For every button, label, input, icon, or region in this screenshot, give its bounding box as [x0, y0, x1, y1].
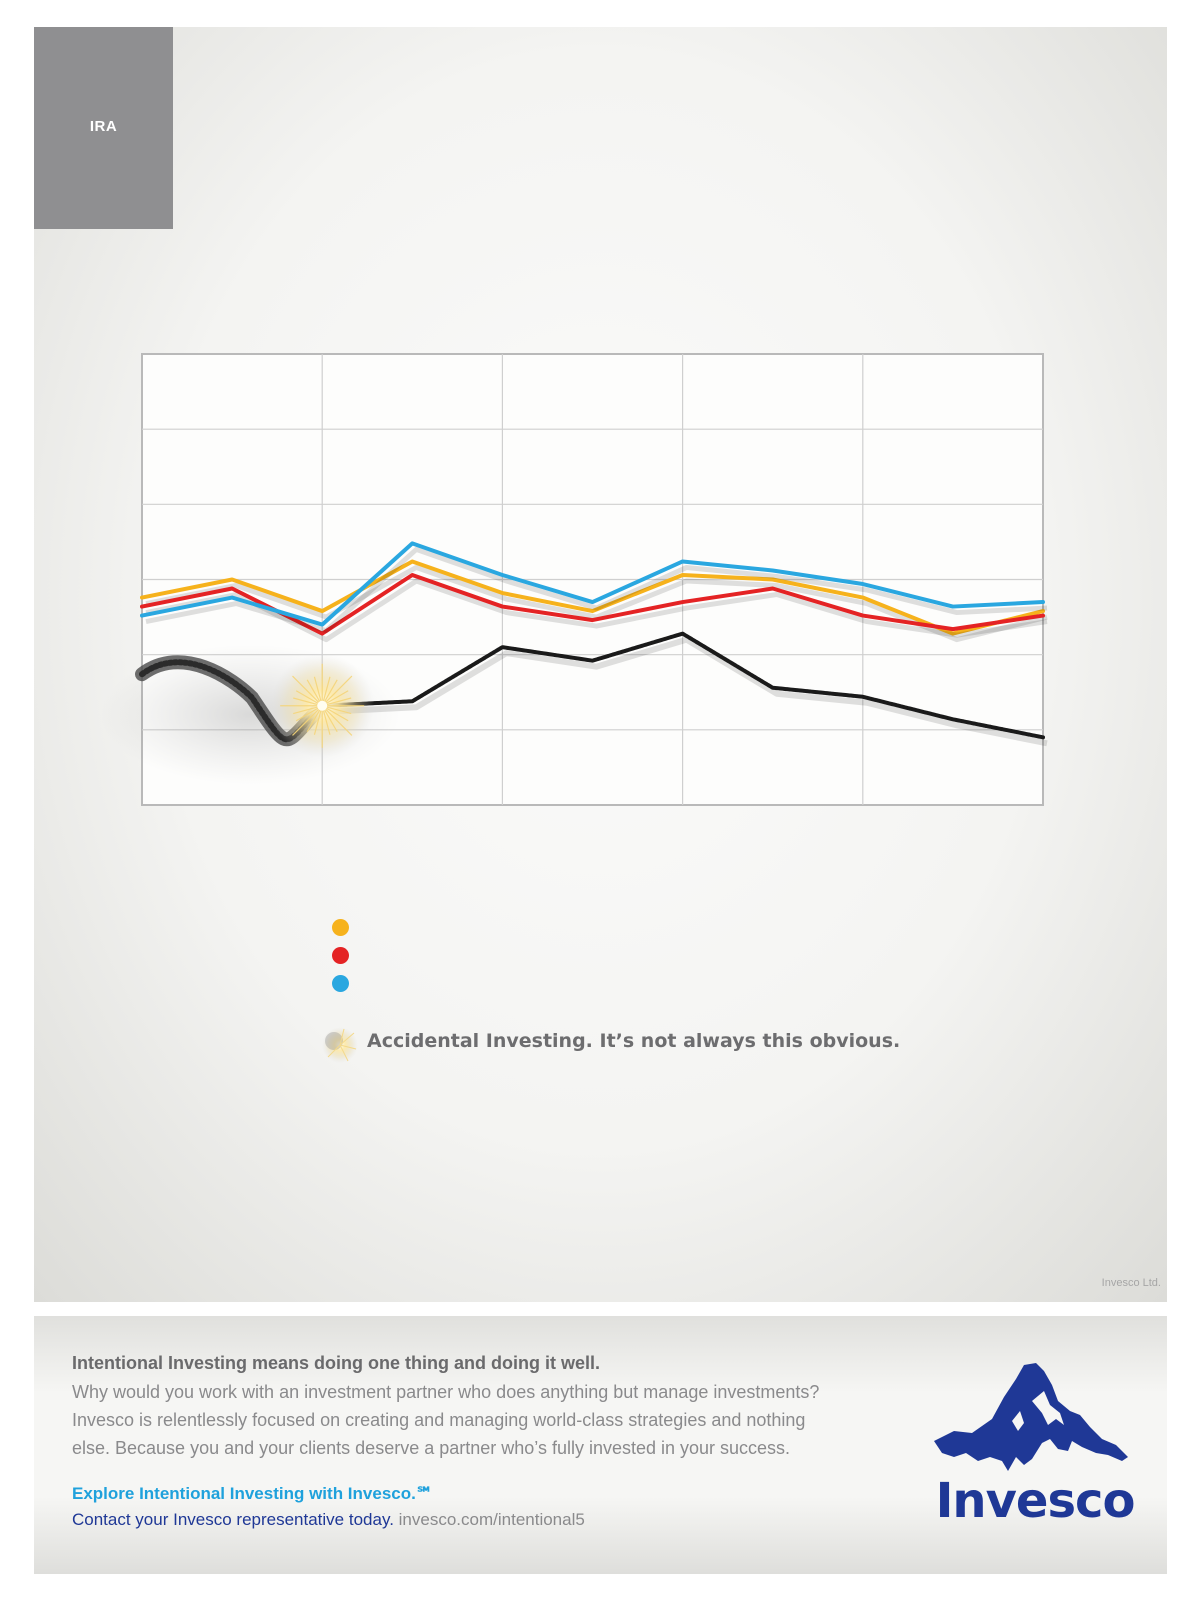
footer-body-line: else. Because you and your clients deserve a partner who’s fully invested in your success. — [72, 1438, 791, 1458]
footer-body — [72, 1378, 872, 1462]
cta-link[interactable]: Explore Intentional Investing with Invesco.℠ — [72, 1484, 434, 1503]
legend-dot-yellow — [332, 919, 349, 936]
credit-text: Invesco Ltd. — [1101, 1277, 1161, 1289]
legend-dot-blue — [332, 975, 349, 992]
footer — [34, 1316, 1167, 1574]
contact-text: Contact your Invesco representative today. — [72, 1510, 394, 1529]
tagline: Accidental Investing. It’s not always this obvious. — [367, 1030, 901, 1052]
mountain-icon — [932, 1361, 1138, 1486]
spark-core — [317, 701, 327, 711]
legend-spark-icon — [320, 1025, 360, 1065]
website-link[interactable]: invesco.com/intentional5 — [398, 1510, 585, 1529]
logo-wordmark: Invesco — [935, 1473, 1135, 1529]
legend-dot-red — [332, 947, 349, 964]
footer-body-line: Why would you work with an investment partner who does anything but manage investments? — [72, 1382, 820, 1402]
line-chart — [34, 27, 1167, 1302]
spark-icon — [270, 654, 374, 758]
footer-body-line: Invesco is relentlessly focused on creating and managing world-class strategies and nothing — [72, 1410, 806, 1430]
tag-label: IRA — [89, 118, 118, 135]
invesco-logo[interactable] — [932, 1361, 1142, 1541]
ad-panel — [34, 27, 1167, 1302]
footer-heading: Intentional Investing means doing one thing and doing it well. — [72, 1353, 601, 1373]
contact-line — [72, 1510, 585, 1530]
